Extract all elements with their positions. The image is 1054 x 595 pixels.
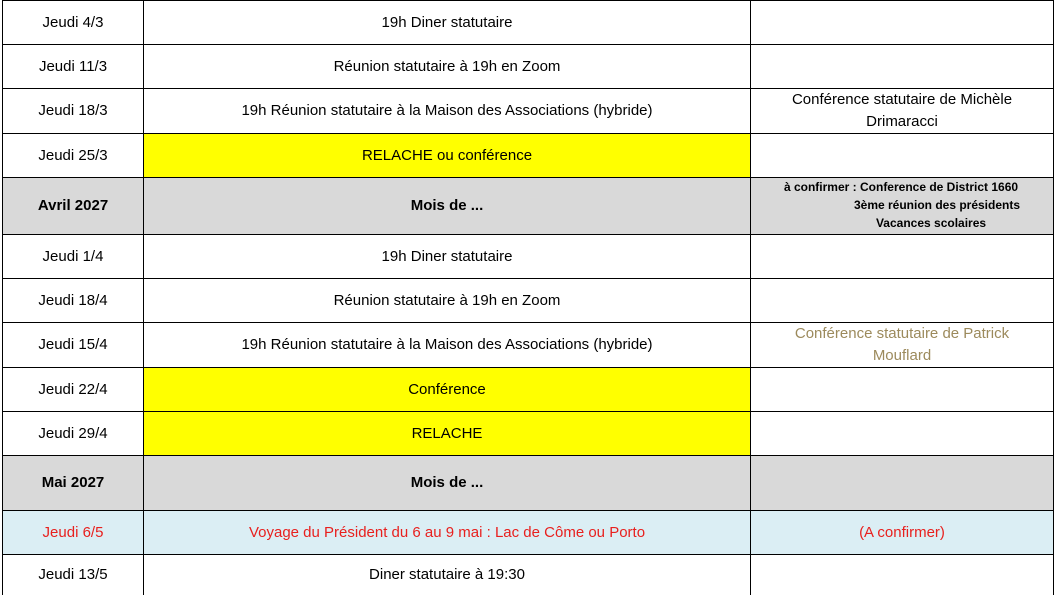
- event-cell: Diner statutaire à 19:30: [144, 555, 751, 595]
- date-cell: Jeudi 13/5: [3, 555, 144, 595]
- note-line: Mouflard: [755, 345, 1049, 367]
- date-cell: Jeudi 4/3: [3, 1, 144, 45]
- event-cell: Réunion statutaire à 19h en Zoom: [144, 45, 751, 89]
- event-cell: 19h Réunion statutaire à la Maison des Associations (hybride): [144, 323, 751, 368]
- event-cell: Réunion statutaire à 19h en Zoom: [144, 279, 751, 323]
- note-line: Vacances scolaires: [784, 214, 1020, 232]
- month-event: Mois de ...: [144, 456, 751, 511]
- date-cell: Jeudi 25/3: [3, 134, 144, 178]
- note-cell: [751, 323, 1054, 368]
- note-cell: [751, 134, 1054, 178]
- note-cell: [751, 1, 1054, 45]
- table-row: [3, 134, 1054, 178]
- date-cell: Jeudi 15/4: [3, 323, 144, 368]
- note-cell: [751, 555, 1054, 595]
- note-line: à confirmer : Conference de District 1660: [784, 178, 1020, 196]
- note-line: Conférence statutaire de Michèle: [755, 89, 1049, 111]
- event-cell-highlighted: Conférence: [144, 368, 751, 412]
- event-cell-highlighted: RELACHE: [144, 412, 751, 456]
- table-row: [3, 45, 1054, 89]
- table-row: [3, 368, 1054, 412]
- month-header-row: [3, 178, 1054, 235]
- table-row: [3, 323, 1054, 368]
- note-cell: [751, 45, 1054, 89]
- date-cell: Jeudi 29/4: [3, 412, 144, 456]
- table-row: [3, 89, 1054, 134]
- table-row: [3, 235, 1054, 279]
- note-line: Drimaracci: [755, 111, 1049, 133]
- voyage-row: [3, 511, 1054, 555]
- month-event: Mois de ...: [144, 178, 751, 235]
- event-cell: Voyage du Président du 6 au 9 mai : Lac de Côme ou Porto: [144, 511, 751, 555]
- event-cell: 19h Diner statutaire: [144, 235, 751, 279]
- date-cell: Jeudi 22/4: [3, 368, 144, 412]
- date-cell: Jeudi 18/3: [3, 89, 144, 134]
- date-cell: Jeudi 6/5: [3, 511, 144, 555]
- table-row: [3, 412, 1054, 456]
- date-cell: Jeudi 1/4: [3, 235, 144, 279]
- table-row: [3, 279, 1054, 323]
- note-cell: (A confirmer): [751, 511, 1054, 555]
- month-label: Mai 2027: [3, 456, 144, 511]
- month-label: Avril 2027: [3, 178, 144, 235]
- table-row: [3, 555, 1054, 595]
- month-notes: [751, 178, 1054, 235]
- note-cell: [751, 412, 1054, 456]
- note-cell: [751, 279, 1054, 323]
- note-line: 3ème réunion des présidents: [784, 196, 1020, 214]
- date-cell: Jeudi 18/4: [3, 279, 144, 323]
- note-line: Conférence statutaire de Patrick: [755, 323, 1049, 345]
- note-cell: [751, 368, 1054, 412]
- note-cell: [751, 89, 1054, 134]
- table-row: [3, 1, 1054, 45]
- date-cell: Jeudi 11/3: [3, 45, 144, 89]
- agenda-table: [2, 0, 1054, 595]
- note-cell: [751, 235, 1054, 279]
- event-cell: 19h Diner statutaire: [144, 1, 751, 45]
- month-header-row: [3, 456, 1054, 511]
- month-notes: [751, 456, 1054, 511]
- event-cell: 19h Réunion statutaire à la Maison des Associations (hybride): [144, 89, 751, 134]
- event-cell-highlighted: RELACHE ou conférence: [144, 134, 751, 178]
